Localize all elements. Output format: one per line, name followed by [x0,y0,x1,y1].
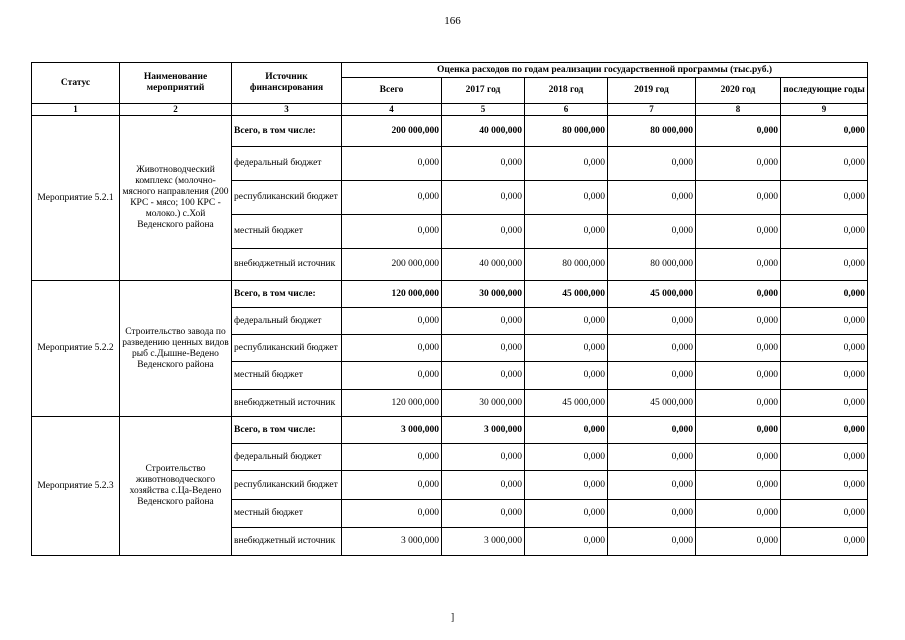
amount-cell: 0,000 [342,308,442,335]
amount-cell: 0,000 [442,335,525,362]
funding-source: республиканский бюджет [232,471,342,500]
amount-cell: 0,000 [608,500,696,528]
amount-cell: 0,000 [442,444,525,471]
activity-name: Строительство животноводческого хозяйства с.Ца-Ведено Веденского района [120,417,232,556]
amount-cell: 0,000 [608,444,696,471]
amount-cell: 0,000 [696,147,781,181]
col-number: 8 [696,104,781,116]
header-name: Наименование мероприятий [120,63,232,104]
amount-cell: 0,000 [608,308,696,335]
amount-cell: 80 000,000 [525,116,608,147]
amount-cell: 0,000 [781,116,868,147]
amount-cell: 0,000 [696,417,781,444]
amount-cell: 0,000 [442,362,525,390]
amount-cell: 0,000 [525,335,608,362]
amount-cell: 0,000 [781,390,868,417]
amount-cell: 0,000 [781,335,868,362]
amount-cell: 0,000 [442,500,525,528]
amount-cell: 40 000,000 [442,116,525,147]
amount-cell: 0,000 [696,116,781,147]
amount-cell: 0,000 [525,471,608,500]
amount-cell: 0,000 [342,500,442,528]
amount-cell: 3 000,000 [342,528,442,556]
amount-cell: 0,000 [608,471,696,500]
amount-cell: 0,000 [781,362,868,390]
amount-cell: 0,000 [781,417,868,444]
amount-cell: 0,000 [696,444,781,471]
amount-cell: 0,000 [781,500,868,528]
amount-cell: 45 000,000 [525,281,608,308]
budget-table [31,62,868,556]
amount-cell: 0,000 [525,181,608,215]
amount-cell: 0,000 [342,471,442,500]
amount-cell: 0,000 [342,335,442,362]
page-number: 166 [444,15,461,27]
amount-cell: 0,000 [781,215,868,249]
header-year-2018: 2018 год [525,78,608,104]
amount-cell: 0,000 [525,417,608,444]
amount-cell: 0,000 [781,249,868,281]
amount-cell: 0,000 [696,281,781,308]
amount-cell: 0,000 [696,308,781,335]
amount-cell: 0,000 [342,215,442,249]
amount-cell: 0,000 [442,181,525,215]
amount-cell: 80 000,000 [608,116,696,147]
amount-cell: 0,000 [696,249,781,281]
funding-source: местный бюджет [232,215,342,249]
funding-source: местный бюджет [232,500,342,528]
header-year-2017: 2017 год [442,78,525,104]
amount-cell: 0,000 [781,471,868,500]
amount-cell: 40 000,000 [442,249,525,281]
table-row [32,417,868,444]
amount-cell: 0,000 [608,147,696,181]
amount-cell: 3 000,000 [442,417,525,444]
header-source: Источник финансирования [232,63,342,104]
amount-cell: 0,000 [525,362,608,390]
funding-source: местный бюджет [232,362,342,390]
amount-cell: 0,000 [442,147,525,181]
col-number: 2 [120,104,232,116]
amount-cell: 0,000 [442,471,525,500]
amount-cell: 3 000,000 [342,417,442,444]
amount-cell: 45 000,000 [608,390,696,417]
col-number: 9 [781,104,868,116]
header-year-2019: 2019 год [608,78,696,104]
activity-status: Мероприятие 5.2.1 [32,116,120,281]
header-status: Статус [32,63,120,104]
activity-name: Строительство завода по разведению ценных видов рыб с.Дышне-Ведено Веденского района [120,281,232,417]
amount-cell: 80 000,000 [608,249,696,281]
amount-cell: 200 000,000 [342,249,442,281]
amount-cell: 0,000 [525,444,608,471]
activity-name: Животноводческий комплекс (молочно-мясного направления (200 КРС - мясо; 100 КРС - молоко.) с.Хой Веденского района [120,116,232,281]
amount-cell: 0,000 [781,528,868,556]
funding-source: республиканский бюджет [232,335,342,362]
amount-cell: 0,000 [608,528,696,556]
amount-cell: 0,000 [342,147,442,181]
table-row [32,116,868,147]
amount-cell: 0,000 [696,390,781,417]
amount-cell: 0,000 [696,471,781,500]
amount-cell: 0,000 [525,500,608,528]
amount-cell: 0,000 [781,444,868,471]
amount-cell: 0,000 [608,215,696,249]
header-year-2020: 2020 год [696,78,781,104]
amount-cell: 0,000 [342,362,442,390]
amount-cell: 45 000,000 [525,390,608,417]
amount-cell: 80 000,000 [525,249,608,281]
amount-cell: 0,000 [525,147,608,181]
amount-cell: 0,000 [696,215,781,249]
amount-cell: 0,000 [696,335,781,362]
amount-cell: 0,000 [608,335,696,362]
amount-cell: 30 000,000 [442,281,525,308]
amount-cell: 0,000 [525,215,608,249]
footer-mark: ] [450,612,455,623]
amount-cell: 0,000 [781,308,868,335]
funding-source: Всего, в том числе: [232,417,342,444]
header-year-subsequent: последующие годы [781,78,868,104]
amount-cell: 45 000,000 [608,281,696,308]
header-year-total: Всего [342,78,442,104]
table-body [32,116,868,556]
col-number: 4 [342,104,442,116]
funding-source: федеральный бюджет [232,308,342,335]
amount-cell: 0,000 [608,362,696,390]
funding-source: Всего, в том числе: [232,281,342,308]
amount-cell: 3 000,000 [442,528,525,556]
amount-cell: 0,000 [781,147,868,181]
amount-cell: 0,000 [781,281,868,308]
amount-cell: 0,000 [696,181,781,215]
activity-status: Мероприятие 5.2.2 [32,281,120,417]
amount-cell: 0,000 [342,181,442,215]
col-number: 7 [608,104,696,116]
amount-cell: 120 000,000 [342,390,442,417]
funding-source: внебюджетный источник [232,249,342,281]
amount-cell: 0,000 [696,500,781,528]
funding-source: республиканский бюджет [232,181,342,215]
funding-source: Всего, в том числе: [232,116,342,147]
amount-cell: 0,000 [442,308,525,335]
amount-cell: 200 000,000 [342,116,442,147]
amount-cell: 0,000 [525,308,608,335]
col-number: 3 [232,104,342,116]
funding-source: внебюджетный источник [232,390,342,417]
funding-source: внебюджетный источник [232,528,342,556]
col-number: 5 [442,104,525,116]
amount-cell: 0,000 [696,528,781,556]
amount-cell: 120 000,000 [342,281,442,308]
activity-status: Мероприятие 5.2.3 [32,417,120,556]
funding-source: федеральный бюджет [232,147,342,181]
amount-cell: 0,000 [608,181,696,215]
amount-cell: 30 000,000 [442,390,525,417]
col-number: 1 [32,104,120,116]
amount-cell: 0,000 [781,181,868,215]
header-estimate: Оценка расходов по годам реализации государственной программы (тыс.руб.) [342,63,868,78]
amount-cell: 0,000 [608,417,696,444]
table-row [32,281,868,308]
amount-cell: 0,000 [442,215,525,249]
funding-source: федеральный бюджет [232,444,342,471]
col-number: 6 [525,104,608,116]
amount-cell: 0,000 [342,444,442,471]
amount-cell: 0,000 [696,362,781,390]
amount-cell: 0,000 [525,528,608,556]
